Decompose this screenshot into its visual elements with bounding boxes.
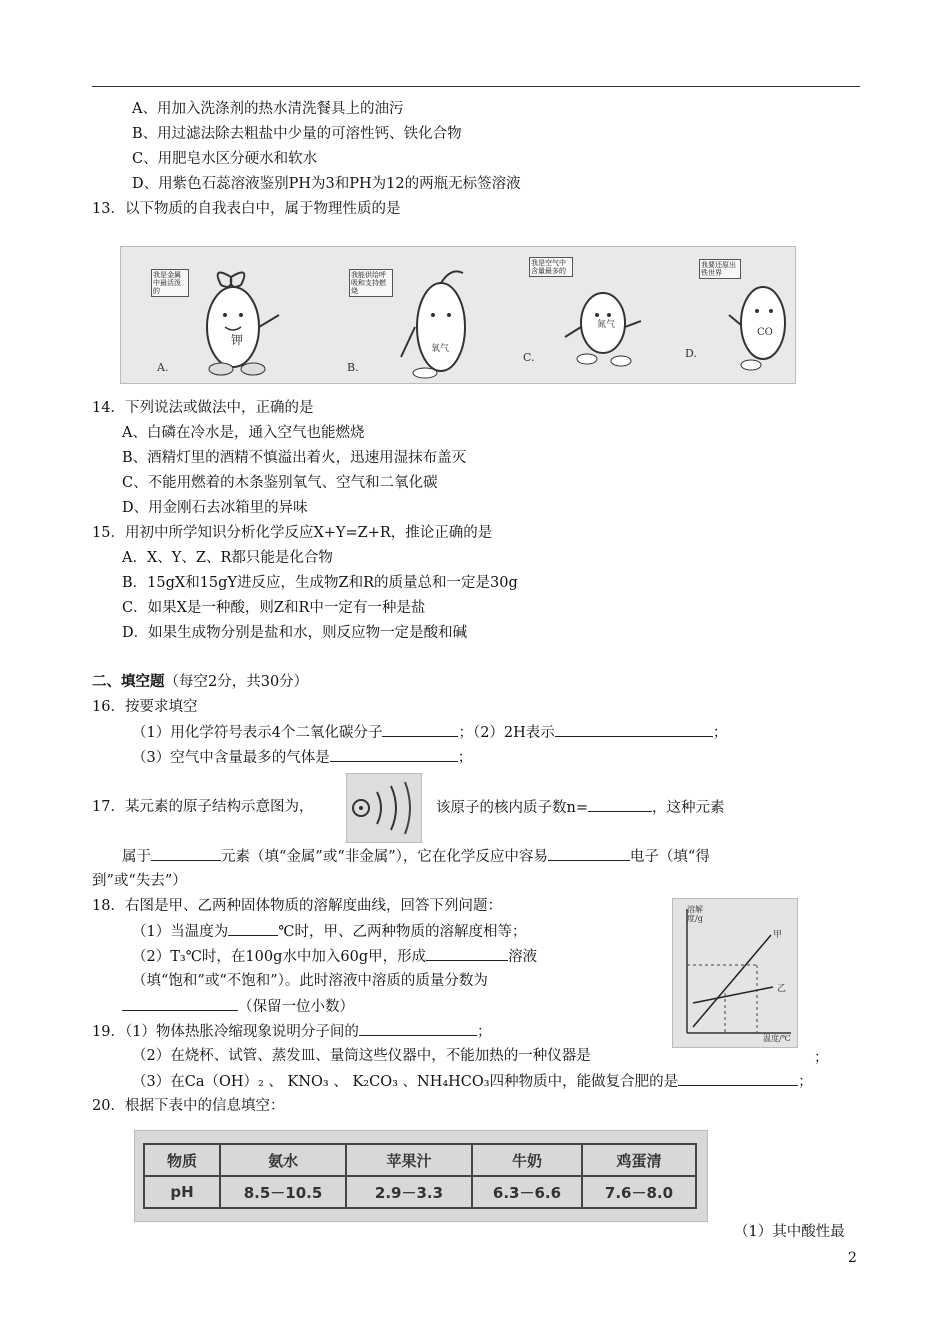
cartoon-b-figure — [391, 257, 501, 382]
q14-stem: 14．下列说法或做法中，正确的是 — [92, 400, 314, 416]
q18-line4 — [122, 996, 354, 1017]
q17-line2 — [122, 846, 710, 867]
cartoon-a-bubble: 我是金属中最活泼的 — [151, 269, 189, 297]
q12-option-b: B、用过滤法除去粗盐中少量的可溶性钙、铁化合物 — [132, 126, 462, 142]
q16-part1: （1）用化学符号表示4个二氧化碳分子 — [132, 725, 383, 741]
q19-blank3[interactable] — [678, 1071, 798, 1086]
ph-value-cell: 7.6－8.0 — [582, 1176, 696, 1208]
q16-blank1[interactable] — [382, 722, 458, 737]
ph-header-cell: 牛奶 — [472, 1144, 582, 1176]
q16-semi2: ； — [457, 750, 473, 766]
atom-structure-image — [346, 773, 422, 843]
q13-cartoon-image — [120, 246, 796, 384]
q18-blank-fraction[interactable] — [122, 996, 238, 1011]
q19-line2 — [132, 1046, 591, 1066]
q16-part3: （3）空气中含量最多的气体是 — [132, 750, 330, 766]
cartoon-a-label: A. — [157, 361, 169, 374]
q19-blank1[interactable] — [359, 1021, 477, 1036]
q17-part-c: ，这种元素 — [652, 800, 725, 816]
ph-header-cell: 鸡蛋清 — [582, 1144, 696, 1176]
chart-series-jia: 甲 — [773, 930, 783, 940]
q19-line1 — [92, 1021, 491, 1042]
q18-part2d: （保留一位小数） — [238, 999, 354, 1015]
q15-option-a: A．X、Y、Z、R都只能是化合物 — [122, 550, 333, 566]
q20-stem: 20．根据下表中的信息填空： — [92, 1098, 285, 1114]
q16-line1 — [132, 722, 727, 743]
q17-blank-type[interactable] — [151, 846, 221, 861]
q18-line1 — [132, 921, 526, 942]
q14-option-b: B、酒精灯里的酒精不慎溢出着火，迅速用湿抹布盖灭 — [122, 450, 467, 466]
q12-option-c: C、用肥皂水区分硬水和软水 — [132, 151, 318, 167]
cartoon-d-label: D. — [685, 347, 697, 360]
q19-line3 — [132, 1071, 813, 1092]
ph-value-cell: 8.5－10.5 — [220, 1176, 346, 1208]
ph-table-header-row — [144, 1144, 696, 1176]
q12-option-d: D、用紫色石蕊溶液鉴别PH为3和PH为12的两瓶无标签溶液 — [132, 176, 521, 192]
q15-option-b: B．15gX和15gY进反应，生成物Z和R的质量总和一定是30g — [122, 575, 518, 591]
q16-blank3[interactable] — [330, 747, 458, 762]
q19-semi3: ； — [798, 1074, 813, 1090]
q16-sep: ；（2）2H表示 — [458, 725, 555, 741]
ph-header-cell: 氨水 — [220, 1144, 346, 1176]
q19-semi2: ； — [814, 1050, 829, 1066]
cartoon-d-tag: CO — [757, 327, 773, 338]
chart-xlabel: 温度/℃ — [763, 1034, 791, 1043]
q18-line2 — [132, 946, 537, 967]
q17-part-f: 电子（填“得 — [629, 849, 710, 865]
section2-heading — [92, 672, 308, 692]
ph-value-cell: 2.9－3.3 — [346, 1176, 472, 1208]
q17-part-b: 该原子的核内质子数n= — [436, 800, 588, 816]
q16-semi1: ； — [712, 725, 728, 741]
ph-table-value-row — [144, 1176, 696, 1208]
ph-header-cell: 物质 — [144, 1144, 220, 1176]
q15-stem: 15．用初中所学知识分析化学反应X+Y=Z+R，推论正确的是 — [92, 525, 493, 541]
q19-part1: 19．（1）物体热胀冷缩现象说明分子间的 — [92, 1024, 359, 1040]
q17-part-d: 属于 — [122, 849, 151, 865]
q18-part2a: （2）T₃℃时，在100g水中加入60g甲，形成 — [132, 949, 427, 965]
ph-table-image — [134, 1130, 708, 1222]
cartoon-b-tag: 氧气 — [431, 344, 450, 354]
q18-blank-solution[interactable] — [426, 946, 508, 961]
cartoon-a-figure — [181, 257, 301, 382]
q19-semi1: ； — [476, 1024, 492, 1040]
chart-series-yi: 乙 — [777, 984, 787, 994]
q20-tail: （1）其中酸性最 — [734, 1224, 845, 1240]
cartoon-c-bubble: 我是空气中含量最多的 — [529, 257, 573, 277]
q17-part-e: 元素（填“金属”或“非金属”），它在化学反应中容易 — [221, 849, 548, 865]
q17-line3: 到”或“失去”） — [92, 873, 187, 889]
q18-stem: 18．右图是甲、乙两种固体物质的溶解度曲线，回答下列问题： — [92, 898, 502, 914]
q18-part1a: （1）当温度为 — [132, 924, 229, 940]
chart-ylabel: 溶解度/g — [687, 905, 703, 923]
q17-blank-electron[interactable] — [548, 846, 630, 861]
atom-diagram-icon — [347, 774, 421, 842]
q16-stem: 16．按要求填空 — [92, 699, 198, 715]
cartoon-b-bubble: 我能供给呼吸和支持燃烧 — [349, 269, 393, 297]
q15-option-d: D．如果生成物分别是盐和水，则反应物一定是酸和碱 — [122, 625, 468, 641]
q16-line2 — [132, 747, 472, 768]
q17-line1b — [436, 797, 725, 818]
ph-header-cell: 苹果汁 — [346, 1144, 472, 1176]
q19-part3: （3）在Ca（OH）₂ 、 KNO₃ 、 K₂CO₃ 、NH₄HCO₃四种物质中，能做复合肥的是 — [132, 1074, 679, 1090]
ph-value-cell: 6.3－6.6 — [472, 1176, 582, 1208]
section2-note: （每空2分，共30分） — [164, 674, 309, 690]
header-rule — [92, 86, 860, 87]
q17-blank-n[interactable] — [588, 797, 652, 812]
ph-value-cell: pH — [144, 1176, 220, 1208]
cartoon-b-label: B. — [347, 361, 359, 374]
cartoon-d-figure — [721, 269, 795, 379]
q17-line1a: 17．某元素的原子结构示意图为， — [92, 799, 314, 815]
q12-option-a: A、用加入洗涤剂的热水清洗餐具上的油污 — [132, 101, 404, 117]
q18-part2b: 溶液 — [508, 949, 538, 965]
cartoon-d-bubble: 我要还原出铁世界 — [699, 259, 741, 279]
q16-blank2[interactable] — [555, 722, 713, 737]
q15-option-c: C．如果X是一种酸，则Z和R中一定有一种是盐 — [122, 600, 426, 616]
q13-stem: 13．以下物质的自我表白中，属于物理性质的是 — [92, 201, 401, 217]
page-number: 2 — [848, 1250, 857, 1266]
q18-part1b: ℃时，甲、乙两种物质的溶解度相等； — [278, 924, 527, 940]
section2-title: 二、填空题 — [92, 673, 165, 690]
q14-option-c: C、不能用燃着的木条鉴别氧气、空气和二氧化碳 — [122, 475, 438, 491]
cartoon-c-tag: 氮气 — [597, 320, 616, 330]
solubility-chart-image — [672, 898, 798, 1048]
q19-part2: （2）在烧杯、试管、蒸发皿、量筒这些仪器中，不能加热的一种仪器是 — [132, 1048, 591, 1064]
ph-table — [143, 1143, 697, 1209]
q18-line3: （填“饱和”或“不饱和”）。此时溶液中溶质的质量分数为 — [132, 973, 488, 989]
q18-blank-temp[interactable] — [228, 921, 278, 936]
q14-option-a: A、白磷在冷水是，通入空气也能燃烧 — [122, 425, 365, 441]
cartoon-c-label: C. — [523, 351, 535, 364]
q14-option-d: D、用金刚石去冰箱里的异味 — [122, 500, 308, 516]
cartoon-a-tag: 钾 — [231, 333, 244, 347]
